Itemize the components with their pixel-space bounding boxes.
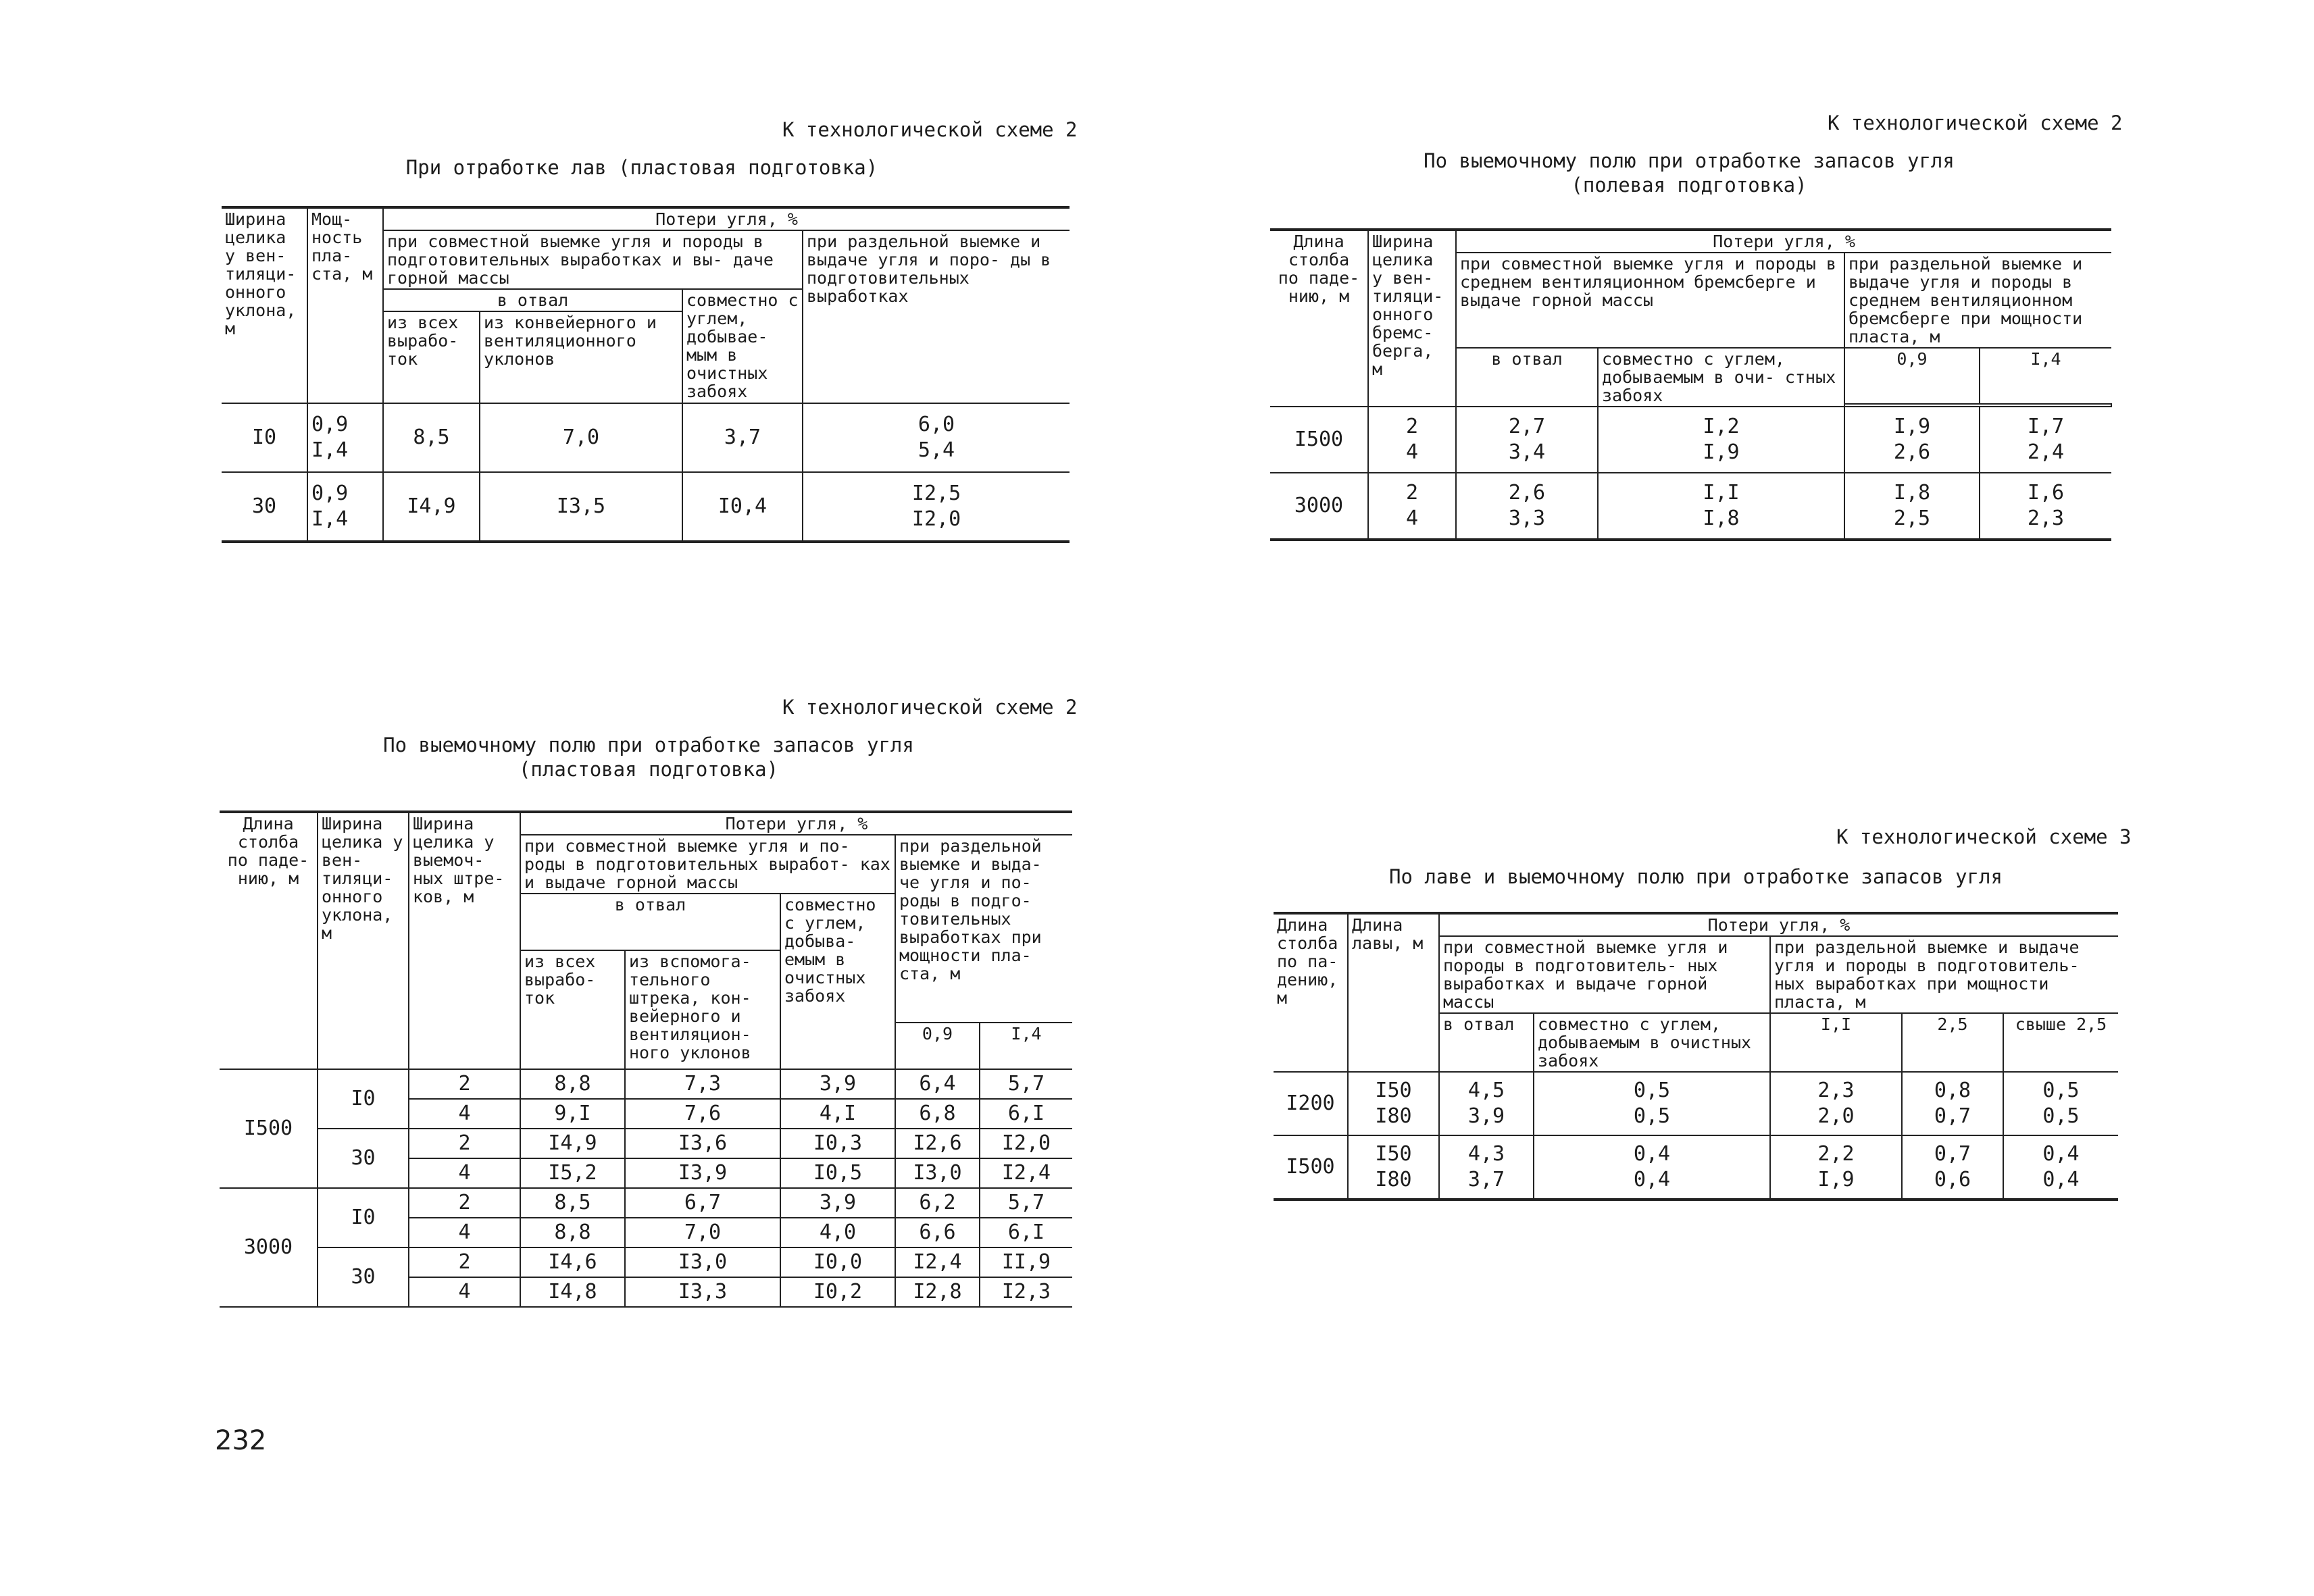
table-row (1270, 407, 2111, 473)
t4-r2-dump: 4,3 3,7 (1439, 1135, 1534, 1200)
t2-r1-sep-09: I,9 2,6 (1844, 407, 1980, 473)
t3-h-all: из всех вырабо- ток (520, 950, 625, 1069)
t3-r7-all: I4,6 (520, 1247, 625, 1277)
t3-r7-width-vent: 30 (318, 1247, 409, 1307)
t3-title: По выемочному полю при отработке запасов угля (пластовая подготовка) (383, 733, 914, 781)
t3-r8-aux: I3,3 (625, 1277, 780, 1307)
t4-table (1274, 912, 2118, 1201)
t3-r1-width-drift: 2 (409, 1069, 520, 1099)
t3-r7-sep-09: I2,4 (895, 1247, 980, 1277)
t4-r2-length: I500 (1274, 1135, 1348, 1200)
t3-r1-all: 8,8 (520, 1069, 625, 1099)
t1-table (222, 206, 1070, 543)
t4-r1-sep-25: 0,8 0,7 (1902, 1072, 2003, 1135)
t1-scheme-ref: К технологической схеме 2 (782, 118, 1078, 141)
t3-r2-with-coal: 4,I (780, 1099, 895, 1129)
t2-h-thick-14: I,4 (1980, 348, 2111, 404)
t4-h-thick-25: 2,5 (1902, 1013, 2003, 1072)
t1-r1-separate: 6,0 5,4 (803, 403, 1070, 472)
t1-r1-thickness: 0,9 I,4 (307, 403, 383, 472)
t4-r1-with-coal: 0,5 0,5 (1534, 1072, 1770, 1135)
t3-r5-width-drift: 2 (409, 1188, 520, 1218)
t3-table (220, 810, 1072, 1308)
table-row (1274, 1135, 2118, 1200)
t4-r1-sep-over: 0,5 0,5 (2003, 1072, 2118, 1135)
t4-h-lava-length: Длина лавы, м (1348, 913, 1439, 1072)
t3-h-losses: Потери угля, % (520, 812, 1072, 835)
t4-h-length: Длина столба по па- дению, м (1274, 913, 1348, 1072)
t4-r2-with-coal: 0,4 0,4 (1534, 1135, 1770, 1200)
t4-h-joint: при совместной выемке угля и породы в подготовитель- ных выработках и выдаче горной массы (1439, 936, 1770, 1013)
t3-r3-all: I4,9 (520, 1129, 625, 1158)
t4-h-separate: при раздельной выемке и выдаче угля и породы в подготовитель- ных выработках при мощности пласта, м (1770, 936, 2118, 1013)
t3-h-dump: в отвал (520, 894, 780, 950)
t1-h-all: из всех вырабо- ток (383, 311, 480, 403)
t1-r2-conveyor: I3,5 (480, 472, 682, 542)
t2-r2-with-coal: I,I I,8 (1598, 473, 1844, 540)
t3-r7-with-coal: I0,0 (780, 1247, 895, 1277)
t3-r4-with-coal: I0,5 (780, 1158, 895, 1188)
t3-r3-sep-09: I2,6 (895, 1129, 980, 1158)
t2-r2-sep-14: I,6 2,3 (1980, 473, 2111, 540)
t1-h-width: Ширина целика у вен- тиляци- онного уклона, м (222, 207, 307, 403)
t4-r1-dump: 4,5 3,9 (1439, 1072, 1534, 1135)
t3-h-separate: при раздельной выемке и выда- че угля и по- роды в подго- товительных выработках при мощности пла- ста, м (895, 835, 1072, 1023)
t3-r2-sep-14: 6,I (980, 1099, 1072, 1129)
t3-r4-width-drift: 4 (409, 1158, 520, 1188)
t3-r3-sep-14: I2,0 (980, 1129, 1072, 1158)
t3-h-length: Длина столба по паде- нию, м (220, 812, 318, 1069)
t3-r1-with-coal: 3,9 (780, 1069, 895, 1099)
t3-h-thick-14: I,4 (980, 1023, 1072, 1069)
t3-r4-sep-09: I3,0 (895, 1158, 980, 1188)
t3-h-with-coal: совместно с углем, добыва- емым в очистных забоях (780, 894, 895, 1069)
t3-r5-sep-09: 6,2 (895, 1188, 980, 1218)
t3-r4-sep-14: I2,4 (980, 1158, 1072, 1188)
t2-h-dump: в отвал (1456, 348, 1598, 407)
t3-r8-sep-14: I2,3 (980, 1277, 1072, 1307)
t4-title: По лаве и выемочному полю при отработке запасов угля (1389, 865, 2003, 888)
t3-h-width-vent: Ширина целика у вен- тиляци- онного уклона, м (318, 812, 409, 1069)
t3-r6-with-coal: 4,0 (780, 1218, 895, 1247)
t3-r6-width-drift: 4 (409, 1218, 520, 1247)
t3-r6-sep-09: 6,6 (895, 1218, 980, 1247)
t1-r2-width: 30 (222, 472, 307, 542)
t1-h-separate: при раздельной выемке и выдаче угля и поро- ды в подготовительных выработках (803, 230, 1070, 403)
page-number: 232 (215, 1425, 267, 1456)
t3-r4-all: I5,2 (520, 1158, 625, 1188)
t1-r2-with-coal: I0,4 (682, 472, 803, 542)
t3-r6-aux: 7,0 (625, 1218, 780, 1247)
t1-h-joint: при совместной выемке угля и породы в подготовительных выработках и вы- даче горной массы (383, 230, 803, 289)
t3-r3-aux: I3,6 (625, 1129, 780, 1158)
t2-h-separate: при раздельной выемке и выдаче угля и породы в среднем вентиляционном бремсберге при мощности пласта, м (1844, 253, 2111, 348)
t3-r5-length: 3000 (220, 1188, 318, 1307)
t2-r1-dump: 2,7 3,4 (1456, 407, 1598, 473)
t1-r2-separate: I2,5 I2,0 (803, 472, 1070, 542)
t1-r1-width: I0 (222, 403, 307, 472)
t2-r2-width: 2 4 (1368, 473, 1456, 540)
t4-r2-sep-over: 0,4 0,4 (2003, 1135, 2118, 1200)
table-row (220, 1247, 1072, 1277)
t2-title: По выемочному полю при отработке запасов угля (полевая подготовка) (1424, 149, 1955, 197)
t2-r2-sep-09: I,8 2,5 (1844, 473, 1980, 540)
t3-r3-width-vent: 30 (318, 1129, 409, 1188)
t3-r4-aux: I3,9 (625, 1158, 780, 1188)
t3-r2-aux: 7,6 (625, 1099, 780, 1129)
t3-r3-with-coal: I0,3 (780, 1129, 895, 1158)
t2-h-joint: при совместной выемке угля и породы в среднем вентиляционном бремсберге и выдаче горной массы (1456, 253, 1844, 348)
t4-r2-sep-11: 2,2 I,9 (1770, 1135, 1902, 1200)
t4-scheme-ref: К технологической схеме 3 (1836, 825, 2132, 848)
t3-r5-width-vent: I0 (318, 1188, 409, 1247)
t2-r2-length: 3000 (1270, 473, 1368, 540)
t1-title: При отработке лав (пластовая подготовка) (405, 156, 878, 179)
t3-r3-width-drift: 2 (409, 1129, 520, 1158)
t3-r6-sep-14: 6,I (980, 1218, 1072, 1247)
table-row (222, 472, 1070, 542)
t3-r8-all: I4,8 (520, 1277, 625, 1307)
t2-h-with-coal: совместно с углем, добываемым в очи- стных забоях (1598, 348, 1844, 407)
t3-r1-length: I500 (220, 1069, 318, 1188)
table-row (220, 1188, 1072, 1218)
table-row (1270, 473, 2111, 540)
t3-r7-sep-14: II,9 (980, 1247, 1072, 1277)
t1-r2-all: I4,9 (383, 472, 480, 542)
t3-r8-with-coal: I0,2 (780, 1277, 895, 1307)
table-row (220, 1069, 1072, 1099)
t2-table (1270, 228, 2112, 541)
t3-h-joint: при совместной выемке угля и по- роды в подготовительных выработ- ках и выдаче горной массы (520, 835, 895, 894)
t2-h-width: Ширина целика у вен- тиляци- онного бремс- берга, м (1368, 230, 1456, 407)
t3-r1-width-vent: I0 (318, 1069, 409, 1129)
t3-r2-sep-09: 6,8 (895, 1099, 980, 1129)
t3-r7-width-drift: 2 (409, 1247, 520, 1277)
t3-r1-aux: 7,3 (625, 1069, 780, 1099)
t3-h-aux: из вспомога- тельного штрека, кон- вейерного и вентиляцион- ного уклонов (625, 950, 780, 1069)
t1-h-losses: Потери угля, % (383, 207, 1070, 230)
t1-h-dump: в отвал (383, 289, 682, 311)
table-row (220, 1129, 1072, 1158)
t3-r1-sep-14: 5,7 (980, 1069, 1072, 1099)
t3-r5-aux: 6,7 (625, 1188, 780, 1218)
t3-r6-all: 8,8 (520, 1218, 625, 1247)
t1-r1-all: 8,5 (383, 403, 480, 472)
t4-r1-length: I200 (1274, 1072, 1348, 1135)
t4-h-thick-over: свыше 2,5 (2003, 1013, 2118, 1072)
table-row (222, 403, 1070, 472)
t2-r2-dump: 2,6 3,3 (1456, 473, 1598, 540)
t3-h-width-drift: Ширина целика у выемоч- ных штре- ков, м (409, 812, 520, 1069)
t3-r2-width-drift: 4 (409, 1099, 520, 1129)
t4-r2-lava: I50 I80 (1348, 1135, 1439, 1200)
t3-r2-all: 9,I (520, 1099, 625, 1129)
t3-scheme-ref: К технологической схеме 2 (782, 696, 1078, 719)
t3-r5-all: 8,5 (520, 1188, 625, 1218)
t4-h-with-coal: совместно с углем, добываемым в очистных забоях (1534, 1013, 1770, 1072)
t2-r1-length: I500 (1270, 407, 1368, 473)
t2-scheme-ref: К технологической схеме 2 (1828, 111, 2123, 134)
t2-h-losses: Потери угля, % (1456, 230, 2111, 253)
t1-h-thickness: Мощ- ность пла- ста, м (307, 207, 383, 403)
t1-r1-with-coal: 3,7 (682, 403, 803, 472)
t2-h-length: Длина столба по паде- нию, м (1270, 230, 1368, 407)
t2-r1-with-coal: I,2 I,9 (1598, 407, 1844, 473)
t4-h-thick-11: I,I (1770, 1013, 1902, 1072)
t4-h-losses: Потери угля, % (1439, 913, 2118, 936)
t3-r8-sep-09: I2,8 (895, 1277, 980, 1307)
t4-r1-sep-11: 2,3 2,0 (1770, 1072, 1902, 1135)
t4-h-dump: в отвал (1439, 1013, 1534, 1072)
t1-h-conveyor: из конвейерного и вентиляционного уклонов (480, 311, 682, 403)
t3-r5-sep-14: 5,7 (980, 1188, 1072, 1218)
t4-r2-sep-25: 0,7 0,6 (1902, 1135, 2003, 1200)
t2-r1-sep-14: I,7 2,4 (1980, 407, 2111, 473)
table-row (1274, 1072, 2118, 1135)
t3-r7-aux: I3,0 (625, 1247, 780, 1277)
t1-h-with-coal: совместно с углем, добывае- мым в очистных забоях (682, 289, 803, 403)
t2-h-thick-09: 0,9 (1844, 348, 1980, 404)
t3-r1-sep-09: 6,4 (895, 1069, 980, 1099)
t3-r8-width-drift: 4 (409, 1277, 520, 1307)
t4-r1-lava: I50 I80 (1348, 1072, 1439, 1135)
t1-r2-thickness: 0,9 I,4 (307, 472, 383, 542)
t2-r1-width: 2 4 (1368, 407, 1456, 473)
t3-h-thick-09: 0,9 (895, 1023, 980, 1069)
t1-r1-conveyor: 7,0 (480, 403, 682, 472)
t3-r5-with-coal: 3,9 (780, 1188, 895, 1218)
